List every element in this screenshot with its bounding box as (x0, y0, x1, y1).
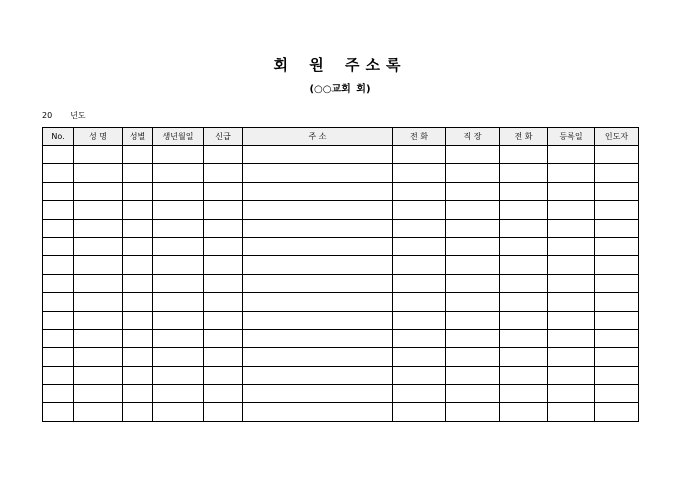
table-cell[interactable] (243, 366, 393, 384)
table-row (43, 293, 639, 311)
table-row (43, 219, 639, 237)
table-cell[interactable] (43, 366, 74, 384)
table-cell[interactable] (153, 201, 204, 219)
table-cell[interactable] (500, 146, 548, 164)
table-cell[interactable] (74, 164, 123, 182)
table-cell[interactable] (43, 201, 74, 219)
table-cell[interactable] (74, 311, 123, 329)
table-cell[interactable] (548, 403, 595, 421)
column-header-registration-date: 등록일 (548, 128, 595, 146)
table-cell[interactable] (153, 256, 204, 274)
table-cell[interactable] (204, 219, 243, 237)
table-cell[interactable] (548, 237, 595, 255)
table-cell[interactable] (123, 366, 153, 384)
church-subtitle: (○○교회 회) (309, 84, 371, 95)
table-cell[interactable] (243, 237, 393, 255)
table-cell[interactable] (74, 182, 123, 200)
table-cell[interactable] (446, 311, 500, 329)
table-cell[interactable] (123, 293, 153, 311)
table-cell[interactable] (43, 329, 74, 347)
table-cell[interactable] (74, 329, 123, 347)
table-cell[interactable] (393, 146, 446, 164)
table-cell[interactable] (153, 366, 204, 384)
table-cell[interactable] (548, 311, 595, 329)
table-cell[interactable] (204, 256, 243, 274)
table-row (43, 201, 639, 219)
table-cell[interactable] (548, 366, 595, 384)
table-cell[interactable] (243, 274, 393, 292)
table-cell[interactable] (123, 256, 153, 274)
table-cell[interactable] (74, 256, 123, 274)
table-cell[interactable] (123, 182, 153, 200)
table-cell[interactable] (548, 256, 595, 274)
table-cell[interactable] (595, 164, 639, 182)
table-cell[interactable] (595, 329, 639, 347)
column-header-name: 성 명 (74, 128, 123, 146)
table-cell[interactable] (500, 219, 548, 237)
table-cell[interactable] (153, 146, 204, 164)
table-cell[interactable] (393, 219, 446, 237)
table-cell[interactable] (153, 293, 204, 311)
table-cell[interactable] (595, 274, 639, 292)
table-row (43, 311, 639, 329)
table-cell[interactable] (595, 182, 639, 200)
table-cell[interactable] (43, 164, 74, 182)
table-cell[interactable] (74, 403, 123, 421)
table-cell[interactable] (204, 146, 243, 164)
table-row (43, 256, 639, 274)
table-row (43, 385, 639, 403)
column-header-phone: 전 화 (393, 128, 446, 146)
table-cell[interactable] (243, 256, 393, 274)
table-cell[interactable] (446, 385, 500, 403)
table-row (43, 329, 639, 347)
table-cell[interactable] (123, 329, 153, 347)
table-cell[interactable] (500, 164, 548, 182)
table-cell[interactable] (393, 256, 446, 274)
table-cell[interactable] (393, 311, 446, 329)
table-cell[interactable] (393, 329, 446, 347)
table-cell[interactable] (204, 182, 243, 200)
table-cell[interactable] (243, 201, 393, 219)
table-cell[interactable] (446, 201, 500, 219)
table-cell[interactable] (500, 256, 548, 274)
table-cell[interactable] (446, 403, 500, 421)
table-cell[interactable] (123, 219, 153, 237)
column-header-birthdate: 생년월일 (153, 128, 204, 146)
table-cell[interactable] (548, 219, 595, 237)
table-cell[interactable] (500, 366, 548, 384)
table-cell[interactable] (153, 237, 204, 255)
table-cell[interactable] (74, 348, 123, 366)
table-cell[interactable] (393, 293, 446, 311)
column-header-faith-level: 신급 (204, 128, 243, 146)
column-header-guide: 인도자 (595, 128, 639, 146)
table-cell[interactable] (446, 293, 500, 311)
table-cell[interactable] (243, 164, 393, 182)
table-cell[interactable] (548, 385, 595, 403)
table-cell[interactable] (243, 311, 393, 329)
table-cell[interactable] (595, 146, 639, 164)
table-cell[interactable] (500, 348, 548, 366)
table-cell[interactable] (204, 201, 243, 219)
table-cell[interactable] (204, 329, 243, 347)
table-cell[interactable] (500, 329, 548, 347)
table-cell[interactable] (204, 274, 243, 292)
table-cell[interactable] (153, 329, 204, 347)
table-cell[interactable] (500, 182, 548, 200)
table-row (43, 237, 639, 255)
table-cell[interactable] (74, 293, 123, 311)
table-cell[interactable] (243, 219, 393, 237)
document-title: 회 원 주소록 (273, 56, 407, 74)
table-cell[interactable] (43, 311, 74, 329)
table-cell[interactable] (74, 366, 123, 384)
table-cell[interactable] (43, 385, 74, 403)
table-cell[interactable] (243, 348, 393, 366)
table-cell[interactable] (393, 201, 446, 219)
table-cell[interactable] (393, 366, 446, 384)
table-row (43, 146, 639, 164)
column-header-address: 주 소 (243, 128, 393, 146)
table-cell[interactable] (204, 385, 243, 403)
table-cell[interactable] (43, 403, 74, 421)
year-label (42, 110, 86, 121)
table-cell[interactable] (204, 403, 243, 421)
table-cell[interactable] (123, 385, 153, 403)
table-cell[interactable] (393, 237, 446, 255)
table-cell[interactable] (43, 237, 74, 255)
table-cell[interactable] (548, 201, 595, 219)
table-cell[interactable] (123, 348, 153, 366)
table-cell[interactable] (446, 329, 500, 347)
column-header-workplace: 직 장 (446, 128, 500, 146)
table-cell[interactable] (153, 164, 204, 182)
table-cell[interactable] (153, 274, 204, 292)
table-cell[interactable] (446, 256, 500, 274)
table-cell[interactable] (43, 182, 74, 200)
table-cell[interactable] (43, 293, 74, 311)
table-cell[interactable] (43, 348, 74, 366)
table-row (43, 366, 639, 384)
table-cell[interactable] (74, 385, 123, 403)
table-cell[interactable] (123, 201, 153, 219)
table-cell[interactable] (595, 385, 639, 403)
table-cell[interactable] (393, 348, 446, 366)
table-cell[interactable] (500, 201, 548, 219)
table-cell[interactable] (548, 274, 595, 292)
table-cell[interactable] (243, 182, 393, 200)
table-cell[interactable] (204, 311, 243, 329)
table-cell[interactable] (243, 146, 393, 164)
table-cell[interactable] (243, 293, 393, 311)
table-cell[interactable] (548, 146, 595, 164)
table-cell[interactable] (204, 293, 243, 311)
table-cell[interactable] (43, 274, 74, 292)
table-cell[interactable] (446, 237, 500, 255)
table-cell[interactable] (548, 348, 595, 366)
table-cell[interactable] (123, 403, 153, 421)
table-cell[interactable] (243, 403, 393, 421)
table-cell[interactable] (123, 274, 153, 292)
table-cell[interactable] (43, 256, 74, 274)
table-cell[interactable] (595, 201, 639, 219)
table-cell[interactable] (153, 311, 204, 329)
table-cell[interactable] (548, 164, 595, 182)
table-cell[interactable] (446, 274, 500, 292)
table-row (43, 348, 639, 366)
table-cell[interactable] (548, 182, 595, 200)
table-cell[interactable] (43, 146, 74, 164)
table-cell[interactable] (500, 237, 548, 255)
table-cell[interactable] (243, 329, 393, 347)
table-cell[interactable] (74, 274, 123, 292)
table-cell[interactable] (74, 237, 123, 255)
table-cell[interactable] (204, 164, 243, 182)
table-cell[interactable] (74, 146, 123, 164)
table-cell[interactable] (548, 329, 595, 347)
table-header-row (43, 128, 639, 146)
table-cell[interactable] (74, 201, 123, 219)
table-cell[interactable] (393, 385, 446, 403)
table-cell[interactable] (548, 293, 595, 311)
table-cell[interactable] (595, 219, 639, 237)
table-cell[interactable] (500, 274, 548, 292)
table-cell[interactable] (153, 219, 204, 237)
table-cell[interactable] (500, 385, 548, 403)
table-cell[interactable] (74, 219, 123, 237)
table-cell[interactable] (393, 403, 446, 421)
table-cell[interactable] (153, 403, 204, 421)
table-cell[interactable] (500, 311, 548, 329)
table-cell[interactable] (153, 182, 204, 200)
column-header-no: No. (43, 128, 74, 146)
table-cell[interactable] (595, 403, 639, 421)
table-row (43, 403, 639, 421)
table-cell[interactable] (446, 182, 500, 200)
table-cell[interactable] (153, 385, 204, 403)
table-cell[interactable] (595, 237, 639, 255)
table-cell[interactable] (243, 385, 393, 403)
column-header-work-phone: 전 화 (500, 128, 548, 146)
table-cell[interactable] (500, 403, 548, 421)
table-cell[interactable] (595, 348, 639, 366)
year-prefix: 20 (42, 111, 53, 120)
table-cell[interactable] (204, 348, 243, 366)
table-row (43, 274, 639, 292)
table-cell[interactable] (43, 219, 74, 237)
table-cell[interactable] (393, 182, 446, 200)
table-body (43, 146, 639, 422)
table-cell[interactable] (595, 311, 639, 329)
table-cell[interactable] (393, 164, 446, 182)
year-suffix: 년도 (70, 111, 86, 120)
table-cell[interactable] (204, 366, 243, 384)
table-cell[interactable] (393, 274, 446, 292)
member-address-table (42, 127, 639, 422)
table-cell[interactable] (595, 256, 639, 274)
table-cell[interactable] (123, 237, 153, 255)
table-cell[interactable] (446, 348, 500, 366)
table-cell[interactable] (123, 146, 153, 164)
table-cell[interactable] (446, 164, 500, 182)
column-header-gender: 성별 (123, 128, 153, 146)
table-cell[interactable] (500, 293, 548, 311)
table-cell[interactable] (446, 366, 500, 384)
table-row (43, 164, 639, 182)
table-cell[interactable] (153, 348, 204, 366)
table-cell[interactable] (595, 293, 639, 311)
table-cell[interactable] (123, 164, 153, 182)
table-cell[interactable] (446, 146, 500, 164)
table-cell[interactable] (204, 237, 243, 255)
table-cell[interactable] (446, 219, 500, 237)
table-cell[interactable] (595, 366, 639, 384)
table-row (43, 182, 639, 200)
table-cell[interactable] (123, 311, 153, 329)
